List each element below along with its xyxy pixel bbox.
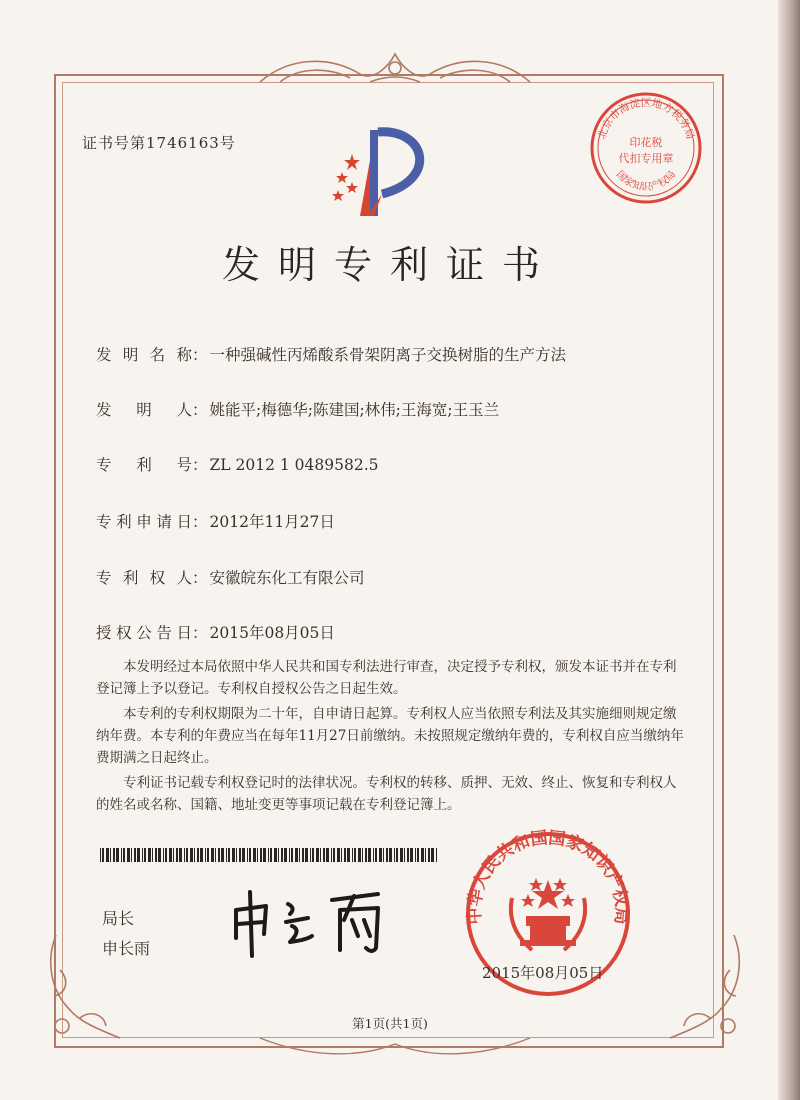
field-value: 一种强碱性丙烯酸系骨架阴离子交换树脂的生产方法 [209,346,567,364]
page-number: 第1页(共1页) [352,1016,428,1031]
patent-office-emblem-icon [330,124,450,224]
field-inventors: 发明人： 姚能平;梅德华;陈建国;林伟;王海宽;王玉兰 [96,398,499,420]
barcode-bar [176,848,178,862]
barcode-bar [417,848,419,862]
field-label: 专利申请日 [96,513,192,531]
barcode-bar [326,848,329,862]
body-paragraph: 本专利的专利权期限为二十年，自申请日起算。专利权人应当依照专利法及其实施细则规定缴纳年费。本专利的年费应当在每年11月27日前缴纳。未按照规定缴纳年费的，专利权自应当缴纳年费期满之日起终止。 [96,706,684,766]
field-patentee: 专利权人： 安徽皖东化工有限公司 [96,566,365,588]
barcode-bar [358,848,361,862]
barcode-bar [257,848,258,862]
barcode-bar [316,848,319,862]
field-label: 授权公告日 [96,624,192,642]
field-value: ZL 2012 1 0489582.5 [209,456,379,474]
barcode-bar [253,848,256,862]
barcode-bar [383,848,384,862]
director-title: 局长 [102,909,135,928]
barcode [100,848,440,862]
tax-seal-line2: 代扣专用章 [618,152,674,165]
body-paragraph: 本发明经过本局依照中华人民共和国专利法进行审查，决定授予专利权，颁发本证书并在专利登记簿上予以登记。专利权自授权公告之日起生效。 [96,659,677,697]
bottom-ornament [250,1030,540,1060]
barcode-bar [302,848,304,862]
field-label: 发明名称 [96,346,192,364]
barcode-bar [331,848,332,862]
barcode-bar [194,848,195,862]
barcode-bar [215,848,216,862]
page-title: 发明专利证书 [221,243,558,287]
barcode-bar [123,848,125,862]
barcode-bar [247,848,248,862]
barcode-bar [354,848,356,862]
barcode-bar [389,848,392,862]
barcode-bar [186,848,188,862]
barcode-bar [100,848,101,862]
field-value: 2015年08月05日 [209,624,335,642]
barcode-bar [396,848,398,862]
barcode-bar [207,848,209,862]
svg-text:国家知识产权局 [614,168,679,193]
barcode-bar [274,848,277,862]
barcode-bar [239,848,241,862]
barcode-bar [386,848,388,862]
barcode-bar [211,848,214,862]
barcode-bar [404,848,405,862]
barcode-bar [431,848,434,862]
barcode-bar [142,848,143,862]
field-label: 发明人 [96,401,192,419]
barcode-bar [173,848,174,862]
barcode-bar [323,848,325,862]
field-value: 2012年11月27日 [209,513,335,531]
barcode-bar [200,848,203,862]
barcode-bar [165,848,167,862]
barcode-bar [190,848,193,862]
top-ornament [250,46,540,90]
field-value: 安徽皖东化工有限公司 [209,569,365,587]
barcode-bar [341,848,342,862]
field-invention-name: 发明名称： 一种强碱性丙烯酸系骨架阴离子交换树脂的生产方法 [96,343,566,365]
tax-seal-bottom-text: 国家知识产权局 [613,169,679,193]
barcode-bar [428,848,430,862]
seal-arc-text: 中华人民共和国国家知识产权局 [464,828,632,925]
tax-seal-stamp [586,88,706,208]
barcode-bar [344,848,346,862]
barcode-bar [421,848,424,862]
issue-date: 2015年08月05日 [482,964,604,982]
barcode-bar [221,848,224,862]
field-value: 姚能平;梅德华;陈建国;林伟;王海宽;王玉兰 [209,401,500,419]
barcode-bar [299,848,300,862]
body-paragraph: 专利证书记载专利权登记时的法律状况。专利权的转移、质押、无效、终止、恢复和专利权人的姓名或名称、国籍、地址变更等事项记载在专利登记簿上。 [96,775,677,813]
barcode-bar [131,848,132,862]
barcode-bar [148,848,151,862]
barcode-bar [121,848,122,862]
barcode-bar [365,848,367,862]
barcode-bar [400,848,403,862]
barcode-bar [320,848,321,862]
barcode-bar [263,848,266,862]
barcode-bar [197,848,199,862]
barcode-bar [312,848,314,862]
barcode-bar [205,848,206,862]
barcode-bar [278,848,279,862]
field-label: 专利权人 [96,569,192,587]
barcode-bar [289,848,290,862]
field-grant-date: 授权公告日： 2015年08月05日 [96,621,335,643]
barcode-bar [116,848,119,862]
barcode-bar [268,848,269,862]
barcode-bar [249,848,251,862]
director-name: 申长雨 [102,939,151,958]
barcode-bar [134,848,136,862]
certificate-number: 证书号第1746163号 [82,134,236,152]
barcode-bar [242,848,245,862]
barcode-bar [352,848,353,862]
barcode-bar [113,848,115,862]
barcode-bar [179,848,182,862]
barcode-bar [270,848,272,862]
barcode-bar [144,848,146,862]
barcode-bar [407,848,409,862]
director-signature [228,880,398,960]
barcode-bar [368,848,371,862]
barcode-bar [236,848,237,862]
barcode-bar [163,848,164,862]
barcode-bar [362,848,363,862]
barcode-bar [102,848,104,862]
barcode-bar [228,848,230,862]
barcode-bar [436,848,437,862]
paper-edge [778,0,800,1100]
barcode-bar [127,848,130,862]
barcode-bar [415,848,416,862]
barcode-bar [158,848,161,862]
barcode-bar [152,848,153,862]
barcode-bar [226,848,227,862]
barcode-bar [295,848,298,862]
tax-seal-line1: 印花税 [629,136,663,149]
barcode-bar [410,848,413,862]
barcode-bar [310,848,311,862]
barcode-bar [218,848,220,862]
barcode-bar [305,848,308,862]
barcode-bar [425,848,426,862]
barcode-bar [232,848,235,862]
field-patent-number: 专利号： ZL 2012 1 0489582.5 [96,453,379,475]
tax-seal-arc-text: 北京市海淀区地方税务局 [595,97,697,141]
svg-text:北京市海淀区地方税务局 [596,96,696,141]
barcode-bar [137,848,140,862]
barcode-bar [373,848,374,862]
svg-text:中华人民共和国国家知识产权局 [464,828,633,925]
barcode-bar [394,848,395,862]
barcode-bar [184,848,185,862]
barcode-bar [379,848,382,862]
field-label: 专利号 [96,456,192,474]
barcode-bar [169,848,172,862]
barcode-bar [284,848,287,862]
bottom-right-ornament [660,930,750,1050]
barcode-bar [291,848,293,862]
barcode-bar [333,848,335,862]
certificate-body [96,656,686,819]
barcode-bar [337,848,340,862]
barcode-bar [281,848,283,862]
barcode-bar [155,848,157,862]
barcode-bar [347,848,350,862]
barcode-bar [260,848,262,862]
barcode-bar [106,848,109,862]
barcode-bar [110,848,111,862]
field-application-date: 专利申请日： 2012年11月27日 [96,510,335,532]
barcode-bar [375,848,377,862]
